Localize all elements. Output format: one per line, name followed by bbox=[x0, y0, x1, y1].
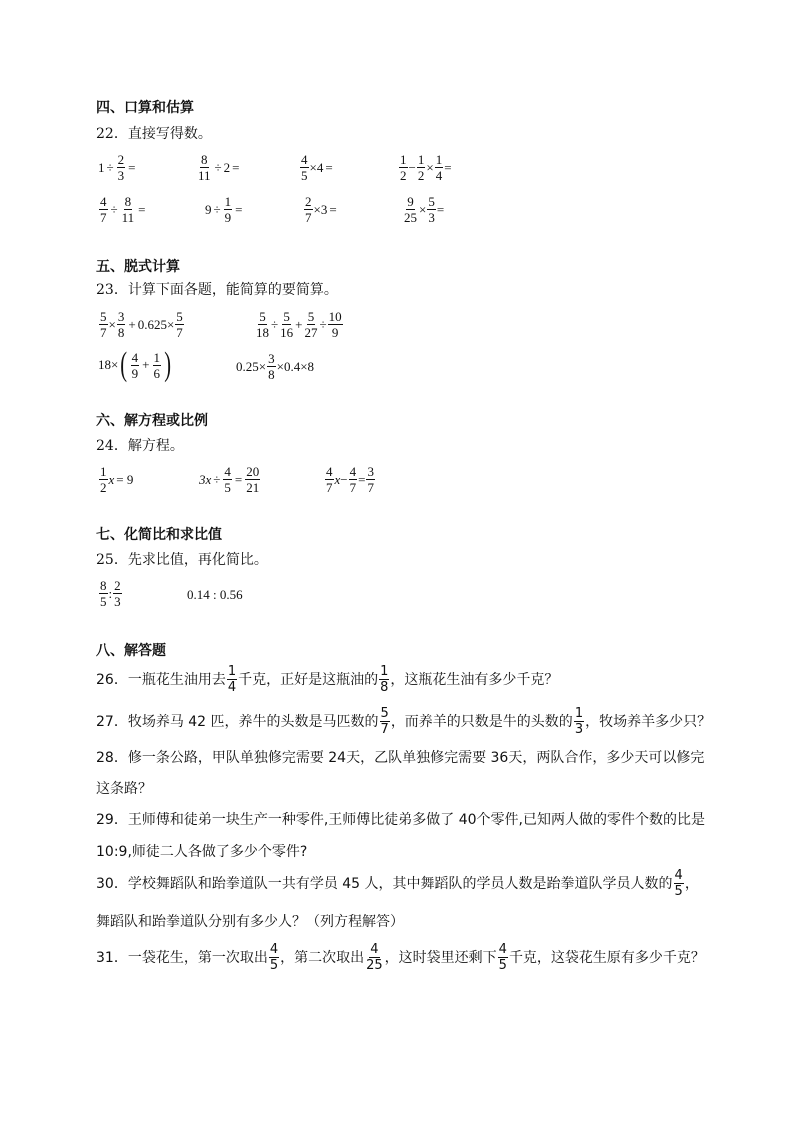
denominator: 2 bbox=[100, 480, 107, 495]
variable: 3x bbox=[199, 471, 212, 487]
num: 4 bbox=[316, 159, 324, 175]
op: = bbox=[128, 159, 136, 175]
equation-24-3 bbox=[324, 464, 376, 495]
num: 0.25 bbox=[236, 358, 259, 374]
fraction bbox=[574, 706, 584, 737]
fraction bbox=[223, 464, 232, 495]
numerator: 1 bbox=[574, 706, 584, 721]
fraction bbox=[99, 578, 108, 609]
text: 千克，正好是这瓶油的 bbox=[238, 671, 379, 688]
denominator: 3 bbox=[117, 168, 125, 183]
op: × bbox=[313, 201, 321, 217]
num: 18× bbox=[98, 357, 119, 372]
fraction bbox=[300, 152, 309, 183]
num: 3 bbox=[320, 201, 328, 217]
denominator: 11 bbox=[198, 168, 211, 183]
denominator: 3 bbox=[574, 722, 584, 737]
question-24: 24．解方程。 bbox=[96, 438, 184, 454]
numerator: 1 bbox=[435, 152, 443, 167]
op: × bbox=[300, 358, 308, 374]
op: ÷ bbox=[106, 159, 114, 175]
section-heading-4: 四、口算和估算 bbox=[96, 100, 194, 116]
question-22: 22．直接写得数。 bbox=[96, 126, 212, 142]
fraction bbox=[255, 309, 270, 340]
op: × bbox=[108, 316, 116, 332]
numerator: 4 bbox=[269, 942, 279, 957]
op: = bbox=[444, 159, 452, 175]
denominator: 5 bbox=[269, 958, 279, 973]
denominator: 5 bbox=[674, 884, 683, 899]
expr-22-1 bbox=[98, 152, 137, 183]
fraction bbox=[245, 464, 260, 495]
op: ÷ bbox=[214, 159, 222, 175]
numerator: 4 bbox=[224, 464, 231, 479]
fraction bbox=[325, 464, 334, 495]
question-28-line2: 这条路？ bbox=[96, 781, 152, 797]
num: 9 bbox=[205, 201, 212, 217]
numerator: 3 bbox=[268, 351, 275, 366]
numerator: 10 bbox=[328, 309, 342, 324]
denominator: 25 bbox=[404, 210, 417, 225]
fraction bbox=[227, 664, 237, 695]
op: = bbox=[138, 201, 146, 217]
expr-22-4 bbox=[398, 152, 452, 183]
denominator: 7 bbox=[380, 722, 389, 737]
numerator: 2 bbox=[117, 152, 125, 167]
numerator: 8 bbox=[201, 152, 208, 167]
rhs: = 9 bbox=[116, 471, 134, 487]
op: : bbox=[108, 585, 113, 601]
question-27 bbox=[96, 706, 711, 737]
text: ，这时袋里还剩下 bbox=[384, 949, 497, 966]
op: = bbox=[358, 471, 366, 487]
question-30-line2: 舞蹈队和跆拳道队分别有多少人？（列方程解答） bbox=[96, 914, 404, 930]
op: ÷ bbox=[213, 201, 221, 217]
num: 8 bbox=[307, 358, 315, 374]
num: 1 bbox=[98, 159, 105, 175]
fraction bbox=[279, 309, 294, 340]
fraction bbox=[328, 309, 343, 340]
numerator: 4 bbox=[326, 464, 333, 479]
expr-22-5 bbox=[98, 194, 148, 225]
text: 27．牧场养马 42 匹，养牛的头数是马匹数的 bbox=[96, 713, 379, 730]
numerator: 2 bbox=[305, 194, 312, 209]
denominator: 2 bbox=[400, 168, 407, 183]
expr-22-8 bbox=[402, 194, 444, 225]
op: = bbox=[234, 471, 243, 487]
op: × bbox=[426, 159, 434, 175]
numerator: 2 bbox=[114, 578, 121, 593]
fraction bbox=[417, 152, 426, 183]
numerator: 5 bbox=[100, 309, 107, 324]
denominator: 7 bbox=[100, 210, 107, 225]
fraction bbox=[366, 464, 375, 495]
op: − bbox=[408, 159, 416, 175]
question-25: 25．先求比值，再化简比。 bbox=[96, 552, 268, 568]
numerator: 3 bbox=[117, 309, 125, 324]
text: ，牧场养羊多少只？ bbox=[585, 713, 712, 730]
equation-24-1 bbox=[98, 464, 135, 495]
denominator: 7 bbox=[326, 480, 333, 495]
fraction bbox=[113, 578, 122, 609]
denominator: 16 bbox=[280, 325, 294, 340]
text: 30．学校舞蹈队和跆拳道队一共有学员 45 人，其中舞蹈队的学员人数是跆拳道队学员人数的 bbox=[96, 875, 673, 892]
numerator: 4 bbox=[674, 868, 683, 883]
numerator: 9 bbox=[407, 194, 414, 209]
variable: x bbox=[108, 471, 115, 487]
op: × bbox=[166, 316, 175, 332]
denominator: 9 bbox=[331, 325, 339, 340]
numerator: 5 bbox=[307, 309, 315, 324]
numerator: 1 bbox=[100, 464, 107, 479]
denominator: 5 bbox=[301, 168, 308, 183]
text: 千克，这袋花生原有多少千克？ bbox=[508, 949, 705, 966]
numerator: 5 bbox=[380, 706, 389, 721]
op: ÷ bbox=[213, 471, 221, 487]
text: ，这瓶花生油有多少千克？ bbox=[390, 671, 559, 688]
variable: x bbox=[334, 471, 341, 487]
op: + bbox=[128, 316, 136, 332]
numerator: 1 bbox=[224, 194, 232, 209]
denominator: 9 bbox=[224, 210, 232, 225]
denominator: 8 bbox=[117, 325, 125, 340]
numerator: 4 bbox=[100, 194, 107, 209]
fraction bbox=[99, 194, 108, 225]
expr-22-7 bbox=[303, 194, 339, 225]
numerator: 4 bbox=[498, 942, 507, 957]
text: ， bbox=[684, 875, 699, 892]
numerator: 4 bbox=[131, 349, 139, 365]
denominator: 5 bbox=[100, 594, 107, 609]
numerator: 1 bbox=[417, 152, 425, 167]
op: = bbox=[235, 201, 243, 217]
numerator: 5 bbox=[428, 194, 435, 209]
numerator: 1 bbox=[380, 664, 389, 679]
op: ÷ bbox=[110, 201, 118, 217]
denominator: 21 bbox=[246, 480, 260, 495]
expr-22-2 bbox=[196, 152, 242, 183]
op: = bbox=[325, 159, 333, 175]
denominator: 4 bbox=[227, 680, 237, 695]
section-heading-8: 八、解答题 bbox=[96, 643, 166, 659]
denominator: 2 bbox=[417, 168, 425, 183]
question-28-line1: 28．修一条公路，甲队单独修完需要 24天，乙队单独修完需要 36天，两队合作，多少天可以修完 bbox=[96, 750, 705, 766]
numerator: 8 bbox=[100, 578, 107, 593]
op: − bbox=[340, 471, 348, 487]
expr-22-3 bbox=[299, 152, 335, 183]
denominator: 11 bbox=[121, 210, 135, 225]
op: + bbox=[295, 316, 303, 332]
denominator: 5 bbox=[498, 958, 507, 973]
op: = bbox=[232, 159, 240, 175]
equation-24-2 bbox=[199, 464, 261, 495]
denominator: 5 bbox=[224, 480, 231, 495]
fraction bbox=[117, 309, 126, 340]
text: 31．一袋花生，第一次取出 bbox=[96, 949, 268, 966]
op: = bbox=[436, 201, 445, 217]
denominator: 25 bbox=[366, 958, 383, 973]
op: × bbox=[276, 358, 284, 374]
denominator: 7 bbox=[349, 480, 357, 495]
op: + bbox=[142, 357, 150, 372]
text: ，而养羊的只数是牛的头数的 bbox=[390, 713, 573, 730]
fraction bbox=[131, 350, 140, 381]
fraction bbox=[349, 464, 358, 495]
question-23: 23．计算下面各题，能简算的要简算。 bbox=[96, 282, 338, 298]
question-29-line2: 10:9,师徒二人各做了多少个零件? bbox=[96, 844, 308, 860]
expr-22-6 bbox=[205, 194, 244, 225]
expr-23-4 bbox=[236, 351, 314, 382]
numerator: 5 bbox=[176, 309, 183, 324]
op: × bbox=[309, 159, 317, 175]
denominator: 6 bbox=[153, 365, 161, 381]
expr-23-1 bbox=[98, 309, 185, 340]
paren: ( bbox=[120, 346, 128, 383]
section-heading-6: 六、解方程或比例 bbox=[96, 413, 208, 429]
ratio-25-2: 0.14 : 0.56 bbox=[187, 587, 243, 602]
denominator: 8 bbox=[380, 680, 389, 695]
fraction bbox=[197, 152, 212, 183]
denominator: 7 bbox=[176, 325, 183, 340]
op: × bbox=[419, 201, 427, 217]
fraction bbox=[435, 152, 444, 183]
fraction bbox=[304, 194, 313, 225]
numerator: 8 bbox=[124, 194, 132, 209]
text: 26．一瓶花生油用去 bbox=[96, 671, 226, 688]
section-heading-5: 五、脱式计算 bbox=[96, 259, 180, 275]
denominator: 3 bbox=[428, 210, 435, 225]
numerator: 1 bbox=[153, 349, 161, 365]
numerator: 5 bbox=[283, 309, 290, 324]
question-29-line1: 29．王师傅和徒弟一块生产一种零件,王师傅比徒弟多做了 40个零件,已知两人做的零件个数的比是 bbox=[96, 812, 705, 828]
numerator: 4 bbox=[349, 464, 357, 479]
expr-23-3 bbox=[98, 348, 173, 382]
numerator: 5 bbox=[259, 309, 266, 324]
fraction bbox=[380, 706, 390, 737]
fraction bbox=[269, 942, 279, 973]
op: ÷ bbox=[271, 316, 279, 332]
question-26 bbox=[96, 664, 558, 695]
expr-23-2 bbox=[254, 309, 344, 340]
text: ，第二次取出 bbox=[280, 949, 365, 966]
numerator: 1 bbox=[227, 664, 237, 679]
fraction bbox=[153, 350, 162, 381]
fraction bbox=[365, 942, 384, 973]
denominator: 8 bbox=[268, 367, 275, 382]
fraction bbox=[379, 664, 389, 695]
denominator: 4 bbox=[435, 168, 443, 183]
fraction bbox=[427, 194, 436, 225]
fraction bbox=[99, 464, 108, 495]
numerator: 4 bbox=[370, 942, 379, 957]
op: ÷ bbox=[319, 316, 327, 332]
question-30-line1 bbox=[96, 868, 699, 899]
section-heading-7: 七、化简比和求比值 bbox=[96, 527, 222, 543]
denominator: 7 bbox=[367, 480, 374, 495]
denominator: 7 bbox=[305, 210, 312, 225]
fraction bbox=[399, 152, 408, 183]
fraction bbox=[117, 152, 126, 183]
denominator: 3 bbox=[114, 594, 121, 609]
op: × bbox=[258, 358, 267, 374]
fraction bbox=[224, 194, 233, 225]
fraction bbox=[175, 309, 184, 340]
question-31 bbox=[96, 942, 705, 973]
numerator: 4 bbox=[301, 152, 308, 167]
denominator: 9 bbox=[131, 365, 139, 381]
op: = bbox=[329, 201, 337, 217]
fraction bbox=[498, 942, 508, 973]
numerator: 1 bbox=[400, 152, 407, 167]
numerator: 20 bbox=[246, 464, 260, 479]
fraction bbox=[99, 309, 108, 340]
denominator: 7 bbox=[100, 325, 107, 340]
numerator: 3 bbox=[367, 464, 374, 479]
fraction bbox=[267, 351, 276, 382]
num: 0.625 bbox=[137, 316, 167, 332]
denominator: 18 bbox=[256, 325, 269, 340]
num: 0.4 bbox=[283, 358, 301, 374]
num: 2 bbox=[223, 159, 231, 175]
denominator: 27 bbox=[304, 325, 318, 340]
fraction bbox=[674, 868, 684, 899]
ratio-25-1 bbox=[98, 578, 123, 609]
paren: ) bbox=[164, 346, 172, 383]
fraction bbox=[403, 194, 418, 225]
fraction bbox=[121, 194, 136, 225]
fraction bbox=[303, 309, 318, 340]
